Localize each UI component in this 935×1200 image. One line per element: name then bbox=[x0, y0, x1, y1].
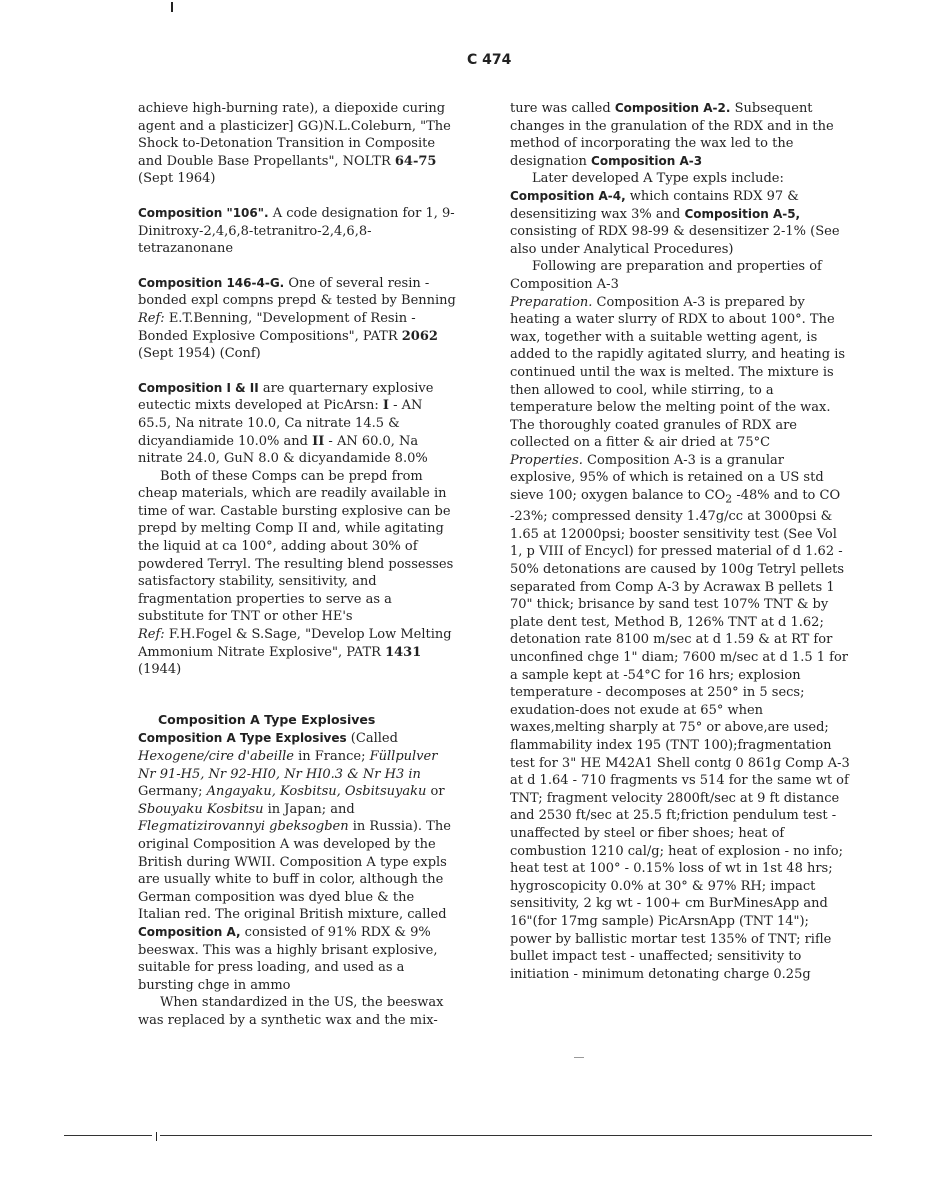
later-developed-paragraph: Later developed A Type expls include: Composition A-4, which contains RDX 97 & desensitizing wax 3% and Composition A-5, consisting of RDX 98-99 & desensitizer 2-1% (See also under Analytical Procedures) bbox=[510, 171, 840, 257]
entry-composition-a-type: Composition A Type Explosives (Called Hexogene/cire d'abeille in France; Füllpulver Nr 91-H5, Nr 92-HI0, Nr HI0.3 & Nr H3 in Germany; Angayaku, Kosbitsu, Osbitsuyaku or Sbouyaku Kosbitsu in Japan; and Flegmatizirovannyi gbeksogben in Russia). The original Composition A was developed by the British during WWII. Composition A type expls are usually white to buff in color, although the German composition was dyed blue & the Italian red. The original British mixture, called Composition A, consisted of 91% RDX & 9% beeswax. This was a highly brisant explosive, suitable for press loading, and used as a bursting chge in ammo bbox=[138, 731, 451, 993]
page-number: C 474 bbox=[467, 52, 512, 68]
section-heading: Composition A Type Explosives bbox=[158, 711, 376, 727]
continued-paragraph: achieve high-burning rate), a diepoxide curing agent and a plasticizer] GG)N.L.Coleburn, "The Shock to-Detonation Transition in Composite and Double Base Propellants", NOLTR 64-75 (Sept 1964) bbox=[138, 101, 451, 187]
footer-rule-left bbox=[64, 1135, 152, 1136]
top-margin-mark bbox=[171, 2, 173, 12]
entry-composition-146-4-g: Composition 146-4-G. One of several resin -bonded expl compns prepd & tested by Benning Ref: E.T.Benning, "Development of Resin -Bonded Explosive Compositions", PATR 2062 (Sept 1954) (Conf) bbox=[138, 275, 456, 362]
entry-composition-106: Composition "106". A code designation for 1, 9-Dinitroxy-2,4,6,8-tetranitro-2,4,6,8-tetrazanonane bbox=[138, 205, 455, 257]
preparation-paragraph: Preparation. Composition A-3 is prepared by heating a water slurry of RDX to about 100°. The wax, together with a suitable wetting agent, is added to the rapidly agitated slurry, and heating is continued until the wax is melted. The mixture is then allowed to cool, while stirring, to a temperature below the melting point of the wax. The thoroughly coated granules of RDX are collected on a fitter & air dried at 75°C bbox=[510, 294, 846, 451]
comps-paragraph: Both of these Comps can be prepd from cheap materials, which are readily available in time of war. Castable bursting explosive can be prepd by melting Comp II and, while agitating the liquid at ca 100°, adding about 30% of powdered Terryl. The resulting blend possesses satisfactory stability, sensitivity, and fragmentation properties to serve as a substitute for TNT or other HE's bbox=[138, 468, 454, 625]
reference-fogel: Ref: F.H.Fogel & S.Sage, "Develop Low Melting Ammonium Nitrate Explosive", PATR 1431 (1944) bbox=[138, 627, 452, 678]
composition-a2-paragraph: ture was called Composition A-2. Subsequent changes in the granulation of the RDX and in the method of incorporating the wax led to the designation Composition A-3 bbox=[510, 101, 834, 169]
right-column bbox=[510, 100, 850, 983]
properties-paragraph: Properties. Composition A-3 is a granular explosive, 95% of which is retained on a US std sieve 100; oxygen balance to $CO_2$ -48% and to CO -23%; compressed density 1.47g/cc at 3000psi & 1.65 at 12000psi; booster sensitivity test (See Vol 1, p VIII of Encycl) for pressed material of d 1.62 - 50% detonations are caused by 100g Tetryl pellets separated from Comp A-3 by Acrawax B pellets 1 70" thick; brisance by sand test 107% TNT & by plate dent test, Method B, 126% TNT at d 1.62; detonation rate 8100 m/sec at d 1.59 & at RT for unconfined chge 1" diam; 7600 m/sec at d 1.5 1 for a sample kept at -54°C for 16 hrs; explosion temperature - decomposes at 250° in 5 secs; exudation-does not exude at 65° when waxes,melting sharply at 75° or above,are used; flammability index 195 (TNT 100);fragmentation test for 3" HE M42A1 Shell contg 0 861g Comp A-3 at d 1.64 - 710 fragments vs 514 for the same wt of TNT; fragment velocity 2800ft/sec at 9 ft distance and 2530 ft/sec at 25.5 ft;friction pendulum test - unaffected by steel or fiber shoes; heat of combustion 1210 cal/g; heat of explosion - no info; heat test at 100° - 0.15% loss of wt in 1st 48 hrs; hygroscopicity 0.0% at 30° & 97% RH; impact sensitivity, 2 kg wt - 100+ cm BurMinesApp and 16"(for 17mg sample) PicArsnApp (TNT 14"); power by ballistic mortar test 135% of TNT; rifle bullet impact test - unaffected; sensitivity to initiation - minimum detonating charge 0.25g bbox=[510, 452, 850, 982]
entry-composition-i-ii: Composition I & II are quarternary explosive eutectic mixts developed at PicArsn: I - AN 65.5, Na nitrate 10.0, Ca nitrate 14.5 & dicyandiamide 10.0% and II - AN 60.0, Na nitrate 24.0, GuN 8.0 & dicyandamide 8.0% bbox=[138, 380, 434, 467]
footer-rule-right bbox=[160, 1135, 872, 1136]
standardization-paragraph: When standardized in the US, the beeswax was replaced by a synthetic wax and the mix- bbox=[138, 995, 444, 1028]
footer-tick bbox=[156, 1132, 157, 1141]
left-column bbox=[138, 100, 456, 1030]
following-paragraph: Following are preparation and properties of Composition A-3 bbox=[510, 259, 822, 292]
bottom-dash-mark bbox=[574, 1057, 584, 1058]
